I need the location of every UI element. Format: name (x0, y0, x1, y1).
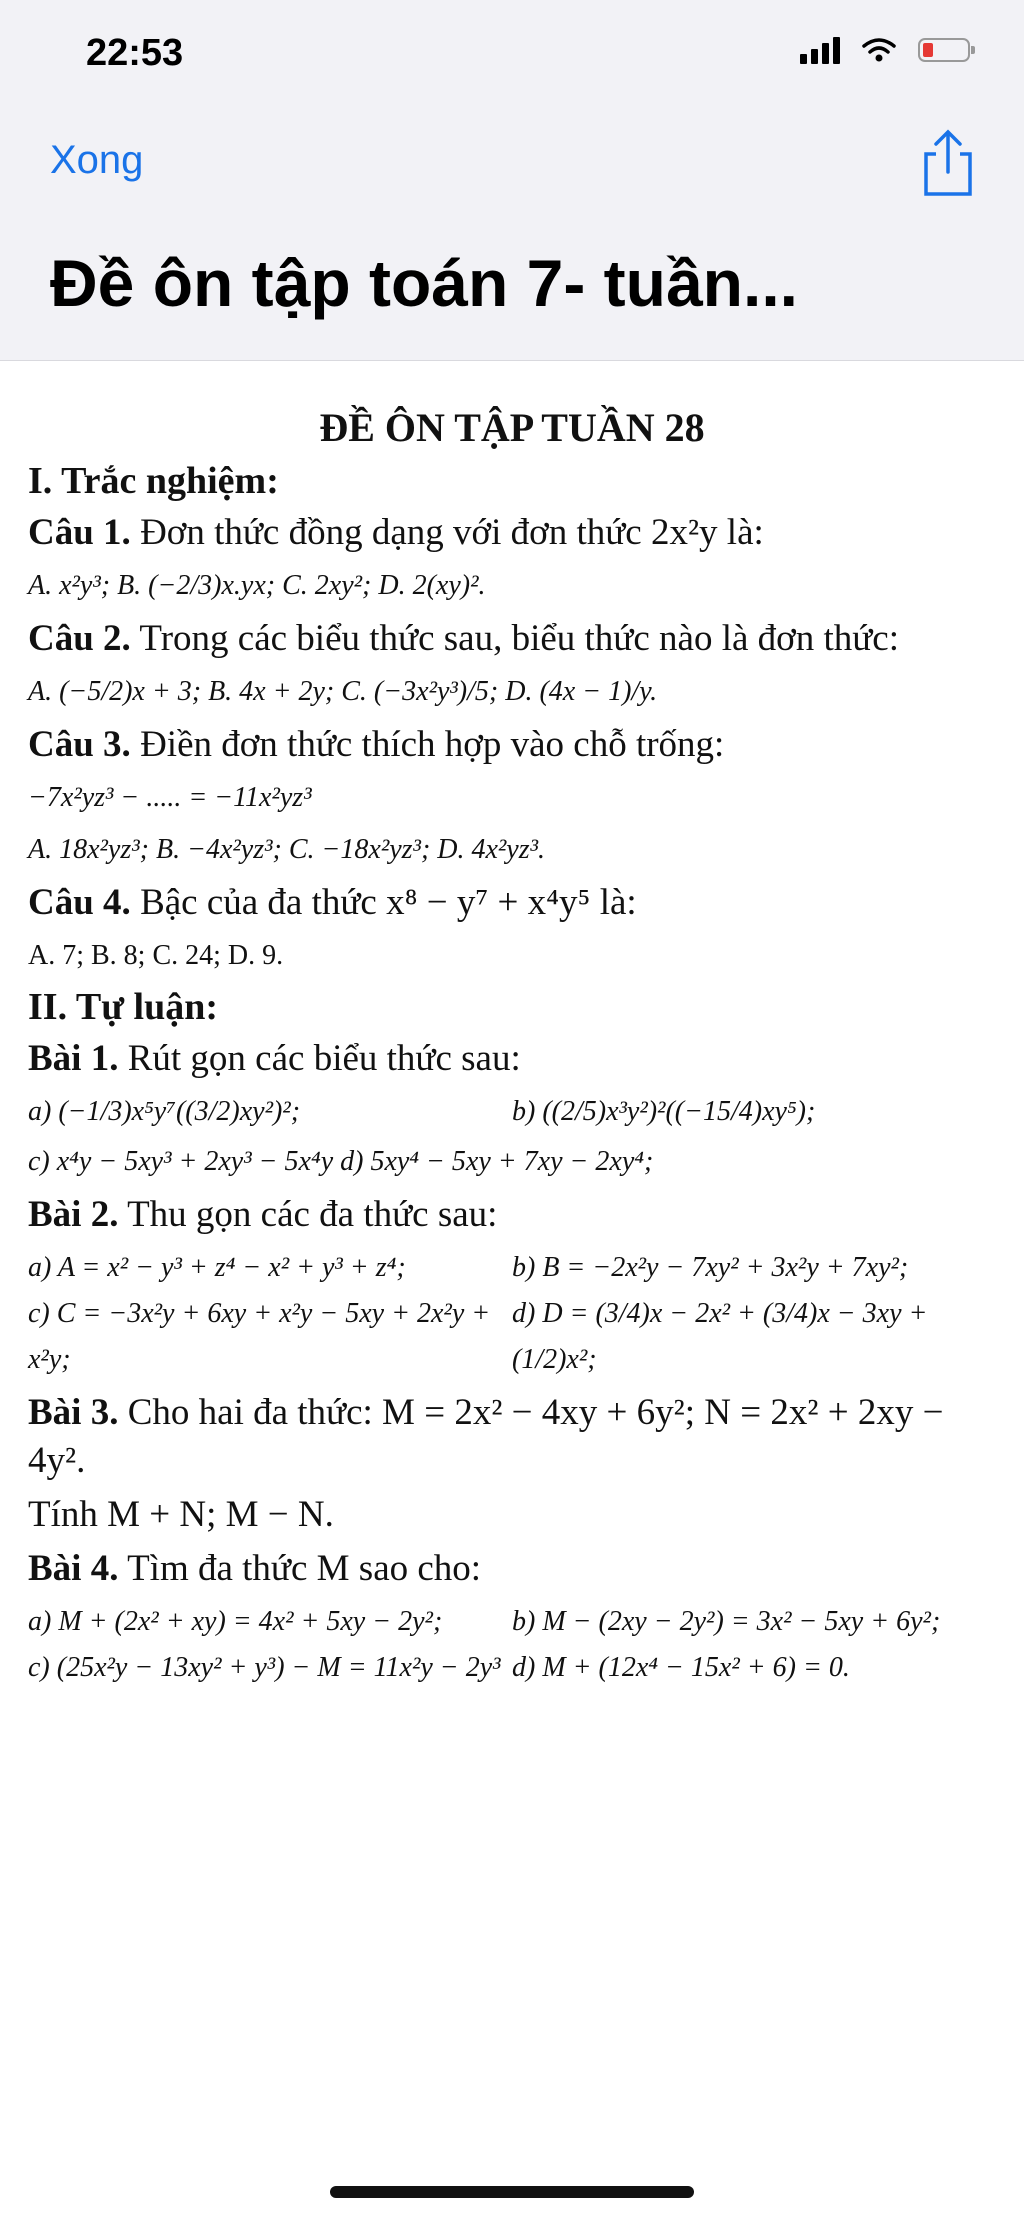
exercise-2-row1 (28, 1245, 996, 1291)
document-title: Đề ôn tập toán 7- tuần... (50, 246, 799, 320)
section-essay: II. Tự luận: (28, 986, 219, 1028)
question-3-equation: −7x²yz³ − ..... = −11x²yz³ (28, 782, 312, 813)
home-indicator[interactable] (330, 2186, 694, 2198)
exercise-1-row1 (28, 1089, 996, 1135)
share-icon[interactable] (920, 128, 976, 198)
exercise-1: Bài 1. Rút gọn các biểu thức sau: (28, 1038, 521, 1079)
exercise-2-a: a) A = x² − y³ + z⁴ − x² + y³ + z⁴; (28, 1252, 406, 1283)
question-3: Câu 3. Điền đơn thức thích hợp vào chỗ trống: (28, 724, 725, 765)
question-4-options: A. 7; B. 8; C. 24; D. 9. (28, 940, 284, 971)
doc-heading: ĐỀ ÔN TẬP TUẦN 28 (319, 405, 705, 450)
exercise-4-b: b) M − (2xy − 2y²) = 3x² − 5xy + 6y²; (512, 1606, 941, 1637)
exercise-3-task: Tính M + N; M − N. (28, 1494, 334, 1535)
wifi-icon (862, 37, 896, 63)
status-time: 22:53 (86, 32, 184, 74)
section-multiple-choice: I. Trắc nghiệm: (28, 460, 279, 502)
battery-icon (918, 38, 970, 62)
question-3-options: A. 18x²yz³; B. −4x²yz³; C. −18x²yz³; D. 4x²yz³. (28, 834, 546, 865)
question-2: Câu 2. Trong các biểu thức sau, biểu thức nào là đơn thức: (28, 618, 900, 659)
exercise-1-b: b) ((2/5)x³y²)²((−15/4)xy⁵); (512, 1096, 816, 1127)
signal-icon (800, 36, 840, 64)
exercise-4-a: a) M + (2x² + xy) = 4x² + 5xy − 2y²; (28, 1606, 443, 1637)
exercise-2: Bài 2. Thu gọn các đa thức sau: (28, 1194, 498, 1235)
question-1-options: A. x²y³; B. (−2/3)x.yx; C. 2xy²; D. 2(xy)². (28, 570, 486, 601)
status-icons (800, 36, 970, 64)
exercise-4-d: d) M + (12x⁴ − 15x² + 6) = 0. (512, 1652, 850, 1683)
exercise-2-d: d) D = (3/4)x − 2x² + (3/4)x − 3xy + (1/2)x²; (512, 1298, 928, 1375)
document-content (28, 400, 996, 1691)
exercise-2-b: b) B = −2x²y − 7xy² + 3x²y + 7xy²; (512, 1252, 909, 1283)
exercise-4-row1 (28, 1599, 996, 1645)
done-button[interactable]: Xong (50, 138, 144, 182)
exercise-4-row2 (28, 1645, 996, 1691)
top-bar (0, 0, 1024, 361)
exercise-4: Bài 4. Tìm đa thức M sao cho: (28, 1548, 482, 1589)
exercise-1-cd: c) x⁴y − 5xy³ + 2xy³ − 5x⁴y d) 5xy⁴ − 5xy + 7xy − 2xy⁴; (28, 1146, 654, 1177)
exercise-1-a: a) (−1/3)x⁵y⁷((3/2)xy²)²; (28, 1096, 301, 1127)
exercise-2-row2 (28, 1291, 996, 1383)
exercise-2-c: c) C = −3x²y + 6xy + x²y − 5xy + 2x²y + x²y; (28, 1298, 491, 1375)
question-2-options: A. (−5/2)x + 3; B. 4x + 2y; C. (−3x²y³)/5; D. (4x − 1)/y. (28, 676, 658, 707)
question-1: Câu 1. Đơn thức đồng dạng với đơn thức 2x²y là: (28, 512, 764, 553)
exercise-3: Bài 3. Cho hai đa thức: M = 2x² − 4xy + 6y²; N = 2x² + 2xy − 4y². (28, 1392, 944, 1481)
exercise-4-c: c) (25x²y − 13xy² + y³) − M = 11x²y − 2y³ (28, 1652, 501, 1683)
question-4: Câu 4. Bậc của đa thức x⁸ − y⁷ + x⁴y⁵ là: (28, 882, 637, 923)
